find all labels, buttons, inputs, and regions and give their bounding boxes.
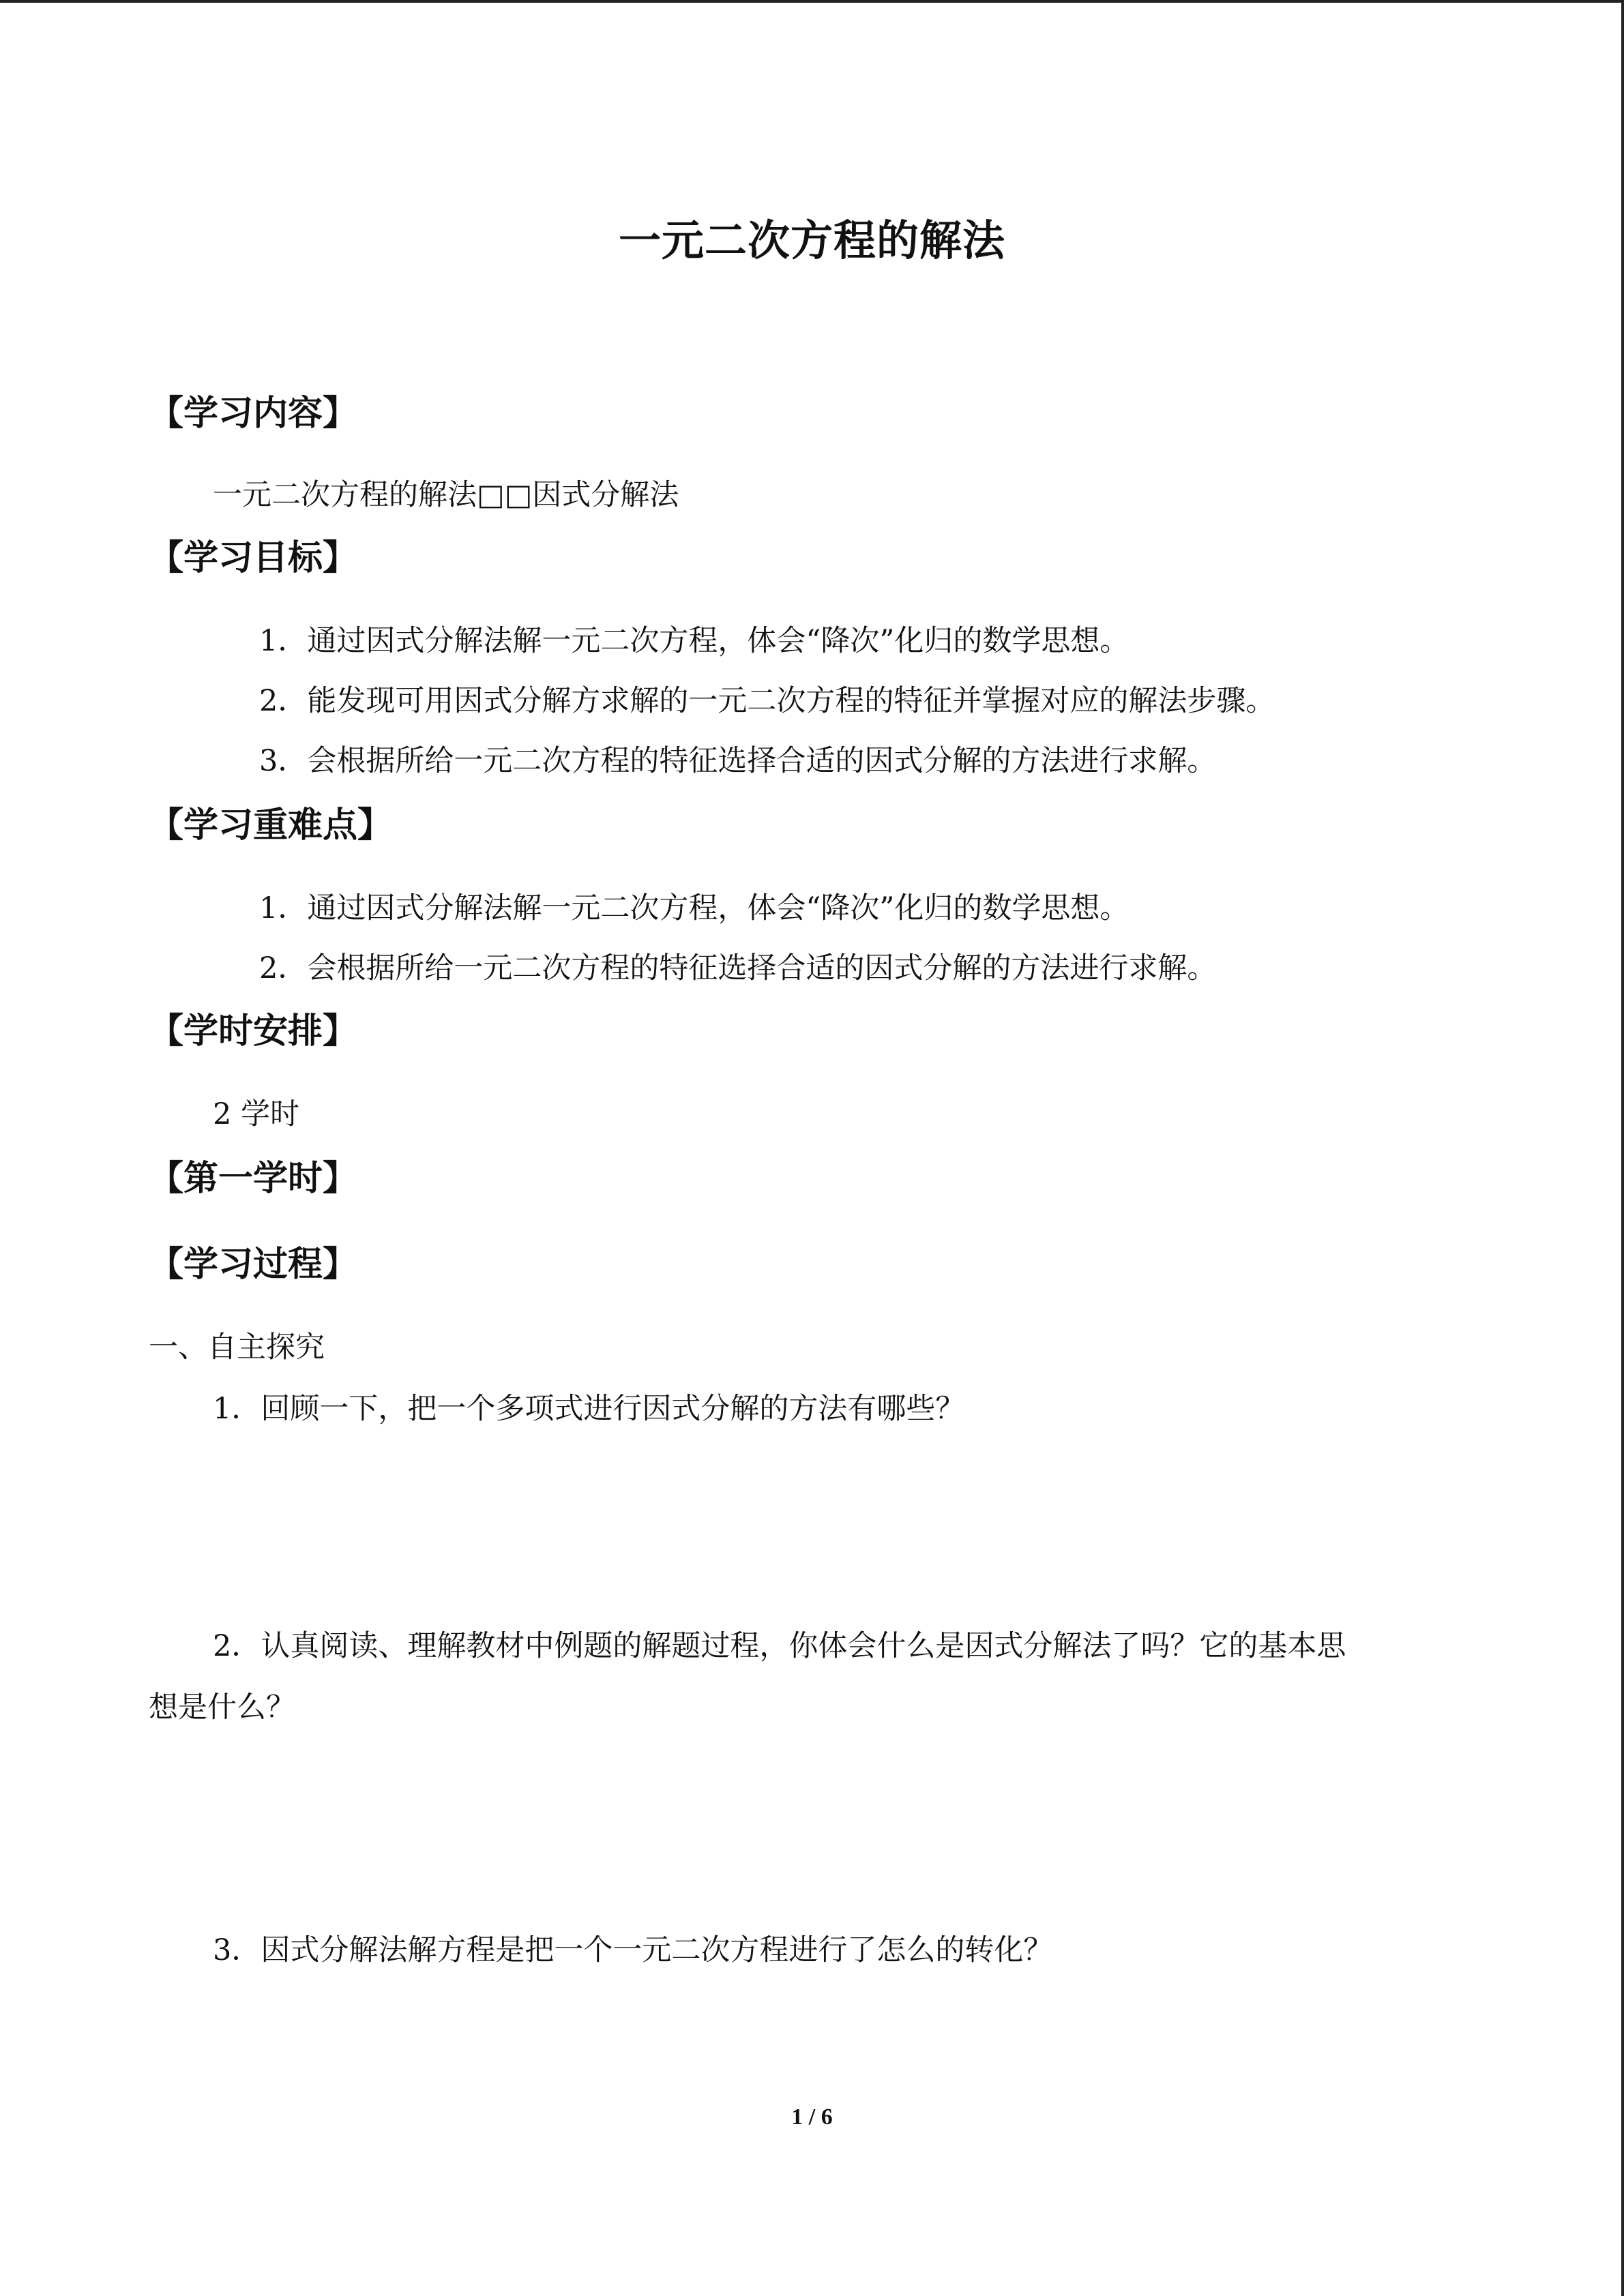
page-number: 1 / 6 [791, 2104, 833, 2130]
heading-learning-process: 【学习过程】 [149, 1244, 358, 1285]
heading-learning-content: 【学习内容】 [149, 393, 358, 434]
question-2-line-2: 想是什么？ [149, 1690, 295, 1725]
schedule-text: 2 学时 [213, 1097, 300, 1131]
heading-key-points: 【学习重难点】 [149, 805, 393, 846]
question-2-line-1: 2．认真阅读、理解教材中例题的解题过程，你体会什么是因式分解法了吗？它的基本思 [213, 1629, 1346, 1663]
key-point-item-1: 1．通过因式分解法解一元二次方程，体会“降次”化归的数学思想。 [259, 891, 1130, 925]
document-title: 一元二次方程的解法 [618, 215, 1005, 265]
page-border-top [0, 0, 1624, 3]
key-point-item-2: 2．会根据所给一元二次方程的特征选择合适的因式分解的方法进行求解。 [259, 951, 1217, 985]
goal-item-1: 1．通过因式分解法解一元二次方程，体会“降次”化归的数学思想。 [259, 624, 1130, 658]
learning-content-text: 一元二次方程的解法□□因式分解法 [213, 478, 679, 512]
question-3: 3．因式分解法解方程是把一个一元二次方程进行了怎么的转化？ [213, 1933, 1053, 1967]
goal-item-3: 3．会根据所给一元二次方程的特征选择合适的因式分解的方法进行求解。 [259, 744, 1217, 778]
heading-first-period: 【第一学时】 [149, 1159, 358, 1199]
part-one-label: 一、自主探究 [149, 1330, 325, 1365]
page-border-right [1621, 0, 1624, 2296]
goal-item-2: 2．能发现可用因式分解方求解的一元二次方程的特征并掌握对应的解法步骤。 [259, 684, 1275, 718]
heading-learning-goals: 【学习目标】 [149, 538, 358, 578]
heading-schedule: 【学时安排】 [149, 1011, 358, 1052]
question-1: 1．回顾一下，把一个多项式进行因式分解的方法有哪些？ [213, 1392, 965, 1426]
